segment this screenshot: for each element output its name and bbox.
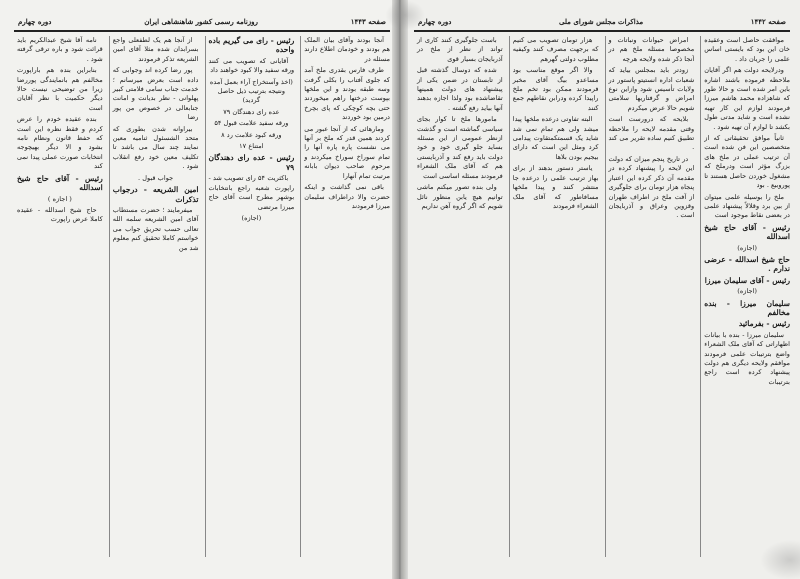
column: [700, 36, 790, 557]
paragraph: سلیمان میرزا - بنده با بیانات اظهاراتی که آقای ملک الشعراء واضع بترتیبات علمی فرمودند موافقم ولایحه دیگری هم دولت پیشنهاد کرده است راجع بترتیبات: [704, 330, 790, 386]
paragraph: میفرمایند ؛ حضرت مستطاب آقای امین الشریعه سلمه الله تعالی حسب تحریق جواب می خواستم کاملا تحقیق کنم معلوم شد من: [112, 205, 199, 252]
paragraph: مامورها ملخ تا کوار بجای سیاسی گماشته است و گذشت ازنظر عمومی از این مسئله بساید جلو گیری خود و خود دولت باید رفع کند و آذربایستی هم که آقای ملک الشعراء فرمودند مسئله اساسی است: [417, 115, 503, 180]
header-rule: [14, 30, 390, 32]
paragraph: آنجا بودند وآقای بیان الملک هم بودند و خودمان اطلاع دارند مسئله در: [304, 36, 390, 63]
paragraph: جواب قبول .: [138, 173, 174, 182]
speaker-line: رئیس - آقای حاج شیخ اسدالله: [704, 222, 790, 242]
paragraph: پور رضا کرده اند وجوابی که داده است بعرض میرسانم ؛ خدمت جناب سامی فلامتی کبیر پهلوانی - نظر بدیانت و امانت جنابعالی در خصوص من پور رضا: [112, 66, 199, 122]
speaker-line: رئیس - عده رای دهندگان ۷۹: [208, 153, 295, 172]
paragraph: بلایحه که درورست است وقتی مقدمه لایحه را ملاحظه تطبیق کنیم ساده تقریر می کند .: [608, 115, 695, 152]
speaker-line: رئیس - آقای سلیمان میرزا: [704, 275, 790, 285]
paragraph: موافقت حاصل است وعقیده خان این بود که بایستی اساس علمی را جریان داد .: [704, 36, 790, 63]
publication-title: روزنامه رسمی کشور شاهنشاهی ایران: [144, 16, 258, 26]
paragraph: باکثریت ۵۴ رای تصویب شد - راپورت شعبه راجع بانتخابات بوشهر مطرح است آقای حاج میرزا مرتضی: [208, 174, 295, 211]
paragraph: آقایانی که تصویب می کنند ورقه سفید والا کبود خواهند داد: [208, 56, 295, 75]
paragraph: ( اجازه ): [47, 194, 72, 203]
volume-label: دوره چهارم: [418, 16, 452, 26]
column: [109, 36, 199, 557]
header-rule: [414, 30, 790, 32]
text-columns: [414, 36, 790, 557]
paragraph: والا اگر موقع مناسب بود مساعدو بیگ آقای مخبر فرمودند ممکن بود تخم ملخ راپیدا کرده ودرابن نقاطهم جمع کنند: [512, 66, 599, 112]
speaker-line: سلیمان میرزا - بنده مخالفم: [704, 298, 790, 317]
paragraph: طرف فارس بقدری ملخ آمد که جلوی آفتاب را بکلی گرفت وسه طبقه بودند و این ملخها بپوست درختها راهم میخوردند حتی بچه کوچکی که پای بچرخ درمین بود خوردند: [304, 66, 390, 122]
paragraph: زودتر باید بمجلس بیاید که شعبات اداره انستیتو پاستور در ولایات تأسیس شود وازاین نوع امراض و گرفتاریها سلامتی شویم حالا عرض میکردم: [608, 66, 695, 112]
paragraph: بنابراین بنده هم باراپورت مخالفم هم بانمایندگی پوررضا زیرا من توضیحی نیست حالا دیگر حکمیت با نظر آقایان است: [17, 66, 103, 112]
scan-smudge: [385, 0, 425, 30]
speaker-line: امین الشریعه - درجواب تذکرات: [112, 185, 199, 204]
page-header: [18, 14, 386, 28]
paragraph: نامه آقا شیخ عبدالکریم باید قرائت شود و باره ترقی گرفته شود .: [17, 36, 103, 63]
book-binding: [392, 0, 408, 579]
paragraph: هزار تومان تصویب می کنیم که برجهت مصرف کنند وکیفیه مطلوب دولتی گهرهم: [512, 36, 599, 63]
paragraph: (اخذ وآستخراج آراء بعمل آمده ونتیجه بترتیب ذیل حاصل گردید): [209, 77, 293, 105]
page-number: صفحه ۱۴۴۲: [750, 16, 786, 26]
speaker-line: رئیس - بفرمائید: [738, 319, 790, 329]
column: [205, 36, 295, 557]
paragraph: (اجازه): [241, 213, 262, 222]
column: [414, 36, 503, 557]
paragraph: ولی بنده تصور میکنم ماشی توانیم هیچ یابن منظور نائل شویم که اگر گروه آهن نداریم: [417, 183, 503, 210]
paragraph: حاج شیخ اسدالله - عقیده کاملا عرض راپورت: [17, 205, 103, 224]
publication-title: مذاکرات مجلس شورای ملی: [559, 16, 644, 26]
column: [509, 36, 599, 557]
paragraph: ثانیاً موافق تحقیقاتی که از متخصصین این فن شده است آن ترتیب عملی در ملخ های بزرگ مؤثر است ودرملخ که مشغول خوردن حاصل هستند تا پوروبیع . بود: [704, 134, 790, 190]
paragraph: ملخ را بوسیله علمی میتوان از بین برد وقلالاً پیشنهاد علمی در بعضی نقاط موجود است: [704, 192, 790, 220]
column: [605, 36, 695, 557]
paragraph: (اجازه): [737, 287, 757, 296]
speaker-line: رئیس - رای می گیریم باده واحده: [208, 36, 295, 55]
paragraph: ومارهائی که از آنجا عبور می کردند همین قدر که ملخ بر آنها می نشست پاره پاره آنها را تمام سوراخ سوراخ میکردند و مرحوم صاحب دیوان بابانه مرتبت تمام آنهارا: [304, 124, 390, 180]
paragraph: امتناع ۱۷: [239, 142, 264, 151]
paragraph: عده رای دهندگان ۷۹: [223, 107, 280, 116]
text-columns: [14, 36, 390, 557]
paragraph: بیراوانه شدن بطوری که متحد الشسئول ثنامیه معین نمایند چند سال می باشد تا تکلیف معین خود رفع انقلاب شود .: [112, 124, 199, 171]
paragraph: باقی نمی گذاشت و اینکه حضرت والا دراطراف سلیمان میرزا فرمودند: [304, 183, 390, 210]
paragraph: ورقه سفید علامت قبول ۵۴: [214, 119, 289, 128]
right-page: [400, 0, 800, 579]
page-number: صفحه ۱۴۴۳: [350, 16, 386, 26]
paragraph: در تاریخ پنجم میزان که دولت این لایحه را پیشنهاد کرده در مقدمه آن ذکر کرده این اعتبار پنجاه هزار تومان برای جلوگیری از آفت ملخ در اطراف طهران وقزوین وعراق و آذربایجان است .: [608, 154, 695, 220]
paragraph: بنده عقیده خودم را عرض کردم و فقط نظره این است که حفظ قانون ونظام نامه بشود و الا دیگر بهیچوجه انتخابات صورت عملی پیدا نمی کند: [17, 115, 103, 171]
volume-label: دوره چهارم: [18, 16, 52, 26]
column: [14, 36, 103, 557]
paragraph: البته تفاوتی درعده ملخها پیدا میشد ولی هم تمام نمی شد شاید یک قسمتکمتقاوت پیدامی کرد ومثل این است که دارای بیجیم بودن بلاها: [512, 115, 599, 161]
speaker-line: رئیس - آقای حاج شیخ اسدالله: [17, 173, 103, 193]
paragraph: از آنجا هم یک لطفعلی واجع بسرابدان شده مثلا آقای امین الشریعه تذکر فرمودند: [112, 36, 199, 63]
paragraph: یاستر دستور بدهند از برای بهاز ترتیب علمی را درعده جا منتشر کنند و پیدا ملخها مسافاطور که آقای ملک الشعراء فرمودند: [512, 164, 599, 210]
page-header: [418, 14, 786, 28]
paragraph: شده که دوسال گذشته قبل از تابستان در ضمن یکی از پیشنهاد های دولت همینها تقاضاشده بود ولذا اجازه بدهند آنها بیاید رفع گشته .: [417, 66, 503, 112]
paragraph: باست جلوگیری کنند کاری از تواند از نظر از ملخ در آذربایجان بسیار قوی: [417, 36, 503, 63]
paragraph: ورقه کبود علامت رد ۸: [221, 130, 282, 139]
paragraph: امراض حیوانات ونباتات و مخصوصا مسئله ملخ هم در آنجا ذکر شده ولایحه هرچه: [608, 36, 695, 63]
column: [300, 36, 390, 557]
paragraph: (اجازه): [737, 243, 757, 252]
speaker-line: حاج شیخ اسدالله - عرضی ندارم .: [704, 254, 790, 274]
paragraph: ودرلایحه دولت هم اگر آقایان ملاحظه فرموده باشند اشاره باین امر شده است و حالا طور که شاهزاده محمد هاشم میرزا فرمودند لوازم این کار تهیه نشده است و شاید مدتی طول بکشد تا لوازم آن تهیه شود .: [704, 66, 790, 131]
